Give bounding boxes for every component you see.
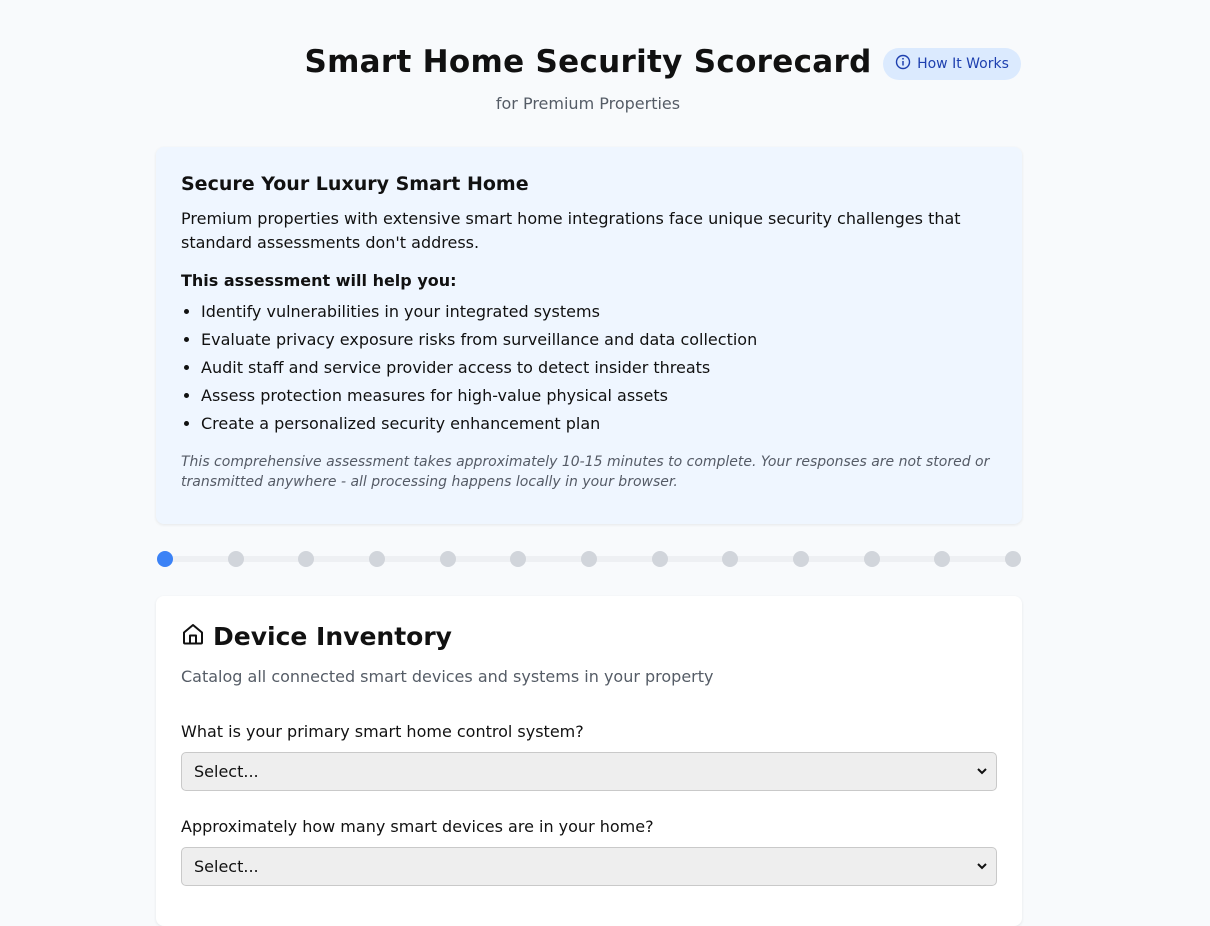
- progress-step-4[interactable]: [369, 551, 385, 567]
- section-title: Device Inventory: [213, 621, 452, 651]
- benefit-item: • Create a personalized security enhancement plan: [201, 410, 998, 438]
- benefit-item: • Identify vulnerabilities in your integrated systems: [201, 298, 998, 326]
- progress-step-13[interactable]: [1005, 551, 1021, 567]
- progress-step-5[interactable]: [440, 551, 456, 567]
- progress-step-2[interactable]: [228, 551, 244, 567]
- progress-step-1[interactable]: [157, 551, 173, 567]
- select-value: Select...: [194, 857, 259, 876]
- page-title: Smart Home Security Scorecard: [304, 44, 872, 80]
- section-header: [181, 620, 998, 652]
- step-progress: [156, 550, 1022, 568]
- control-system-select[interactable]: [181, 752, 997, 791]
- info-icon: [895, 54, 911, 74]
- intro-heading: Secure Your Luxury Smart Home: [181, 173, 529, 195]
- chevron-down-icon: [976, 857, 988, 876]
- progress-step-9[interactable]: [722, 551, 738, 567]
- intro-panel: [156, 147, 1022, 524]
- page-subtitle: for Premium Properties: [495, 94, 681, 113]
- progress-step-10[interactable]: [793, 551, 809, 567]
- progress-step-8[interactable]: [652, 551, 668, 567]
- privacy-note: This comprehensive assessment takes approximately 10-15 minutes to complete. Your responses are not stored or transmitted anywhere - all processing happens locally in your browser.: [181, 454, 990, 490]
- home-icon: [181, 622, 205, 650]
- select-value: Select...: [194, 762, 259, 781]
- benefit-item: • Audit staff and service provider access to detect insider threats: [201, 354, 998, 382]
- section-card: [156, 596, 1022, 926]
- progress-step-3[interactable]: [298, 551, 314, 567]
- progress-step-12[interactable]: [934, 551, 950, 567]
- benefit-item: • Assess protection measures for high-value physical assets: [201, 382, 998, 410]
- how-it-works-button[interactable]: [883, 48, 1021, 80]
- chevron-down-icon: [976, 762, 988, 781]
- question-label: What is your primary smart home control system?: [181, 722, 584, 741]
- progress-step-6[interactable]: [510, 551, 526, 567]
- device-count-select[interactable]: [181, 847, 997, 886]
- question-label: Approximately how many smart devices are in your home?: [181, 817, 654, 836]
- section-description: Catalog all connected smart devices and systems in your property: [181, 667, 714, 686]
- intro-list-heading: This assessment will help you:: [181, 271, 457, 290]
- benefit-item: • Evaluate privacy exposure risks from surveillance and data collection: [201, 326, 998, 354]
- how-it-works-label: How It Works: [917, 56, 1009, 72]
- progress-step-11[interactable]: [864, 551, 880, 567]
- progress-step-7[interactable]: [581, 551, 597, 567]
- benefit-list: [181, 298, 998, 438]
- intro-lead: Premium properties with extensive smart home integrations face unique security challenges that standard assessments don't address.: [181, 209, 961, 252]
